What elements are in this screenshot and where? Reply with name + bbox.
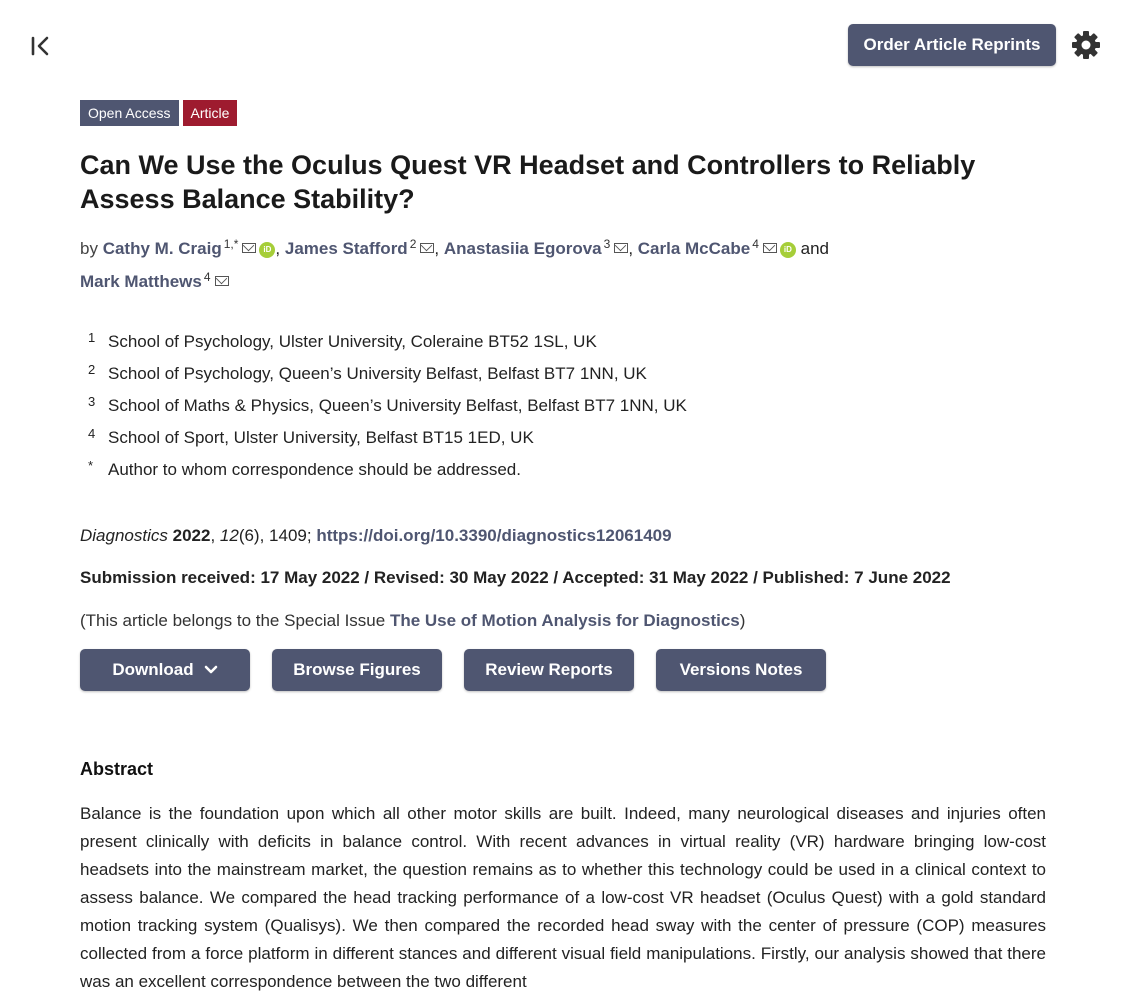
affiliation-number: 2 bbox=[88, 362, 96, 377]
affiliation-item bbox=[80, 326, 1048, 358]
versions-notes-button[interactable]: Versions Notes bbox=[656, 649, 826, 691]
email-icon[interactable] bbox=[420, 243, 434, 253]
affiliation-list bbox=[80, 326, 1048, 486]
affiliation-text: School of Psychology, Ulster University, Coleraine BT52 1SL, UK bbox=[108, 332, 597, 351]
orcid-icon[interactable]: iD bbox=[780, 242, 796, 258]
affiliation-number: 1 bbox=[88, 330, 96, 345]
affiliation-text: School of Psychology, Queen’s University Belfast, Belfast BT7 1NN, UK bbox=[108, 364, 647, 383]
article-title: Can We Use the Oculus Quest VR Headset and Controllers to Reliably Assess Balance Stability? bbox=[80, 150, 976, 214]
and-label: and bbox=[800, 239, 829, 258]
author-name[interactable]: Carla McCabe bbox=[637, 239, 751, 258]
open-access-badge: Open Access bbox=[80, 100, 179, 126]
abstract-heading: Abstract bbox=[80, 759, 154, 779]
citation-issue: (6) bbox=[238, 526, 260, 545]
top-bar bbox=[0, 0, 1132, 90]
citation-pages: , 1409; bbox=[259, 526, 317, 545]
author-affiliation-sup: 2 bbox=[409, 237, 417, 251]
email-icon[interactable] bbox=[614, 243, 628, 253]
article-badges bbox=[80, 100, 1048, 126]
publication-history: Submission received: 17 May 2022 / Revised: 30 May 2022 / Accepted: 31 May 2022 / Published: 7 June 2022 bbox=[80, 568, 951, 587]
author-affiliation-sup: 4 bbox=[752, 237, 759, 251]
special-issue-suffix: ) bbox=[739, 611, 746, 630]
author-name[interactable]: James Stafford bbox=[284, 239, 408, 258]
affiliation-text: Author to whom correspondence should be addressed. bbox=[108, 460, 521, 479]
affiliation-number: 3 bbox=[88, 394, 96, 409]
author-name[interactable]: Anastasiia Egorova bbox=[443, 239, 602, 258]
affiliation-item bbox=[80, 390, 1048, 422]
chevron-down-icon bbox=[204, 665, 218, 675]
special-issue-link[interactable]: The Use of Motion Analysis for Diagnostics bbox=[389, 611, 740, 630]
affiliation-text: School of Maths & Physics, Queen’s University Belfast, Belfast BT7 1NN, UK bbox=[108, 396, 687, 415]
browse-figures-button[interactable]: Browse Figures bbox=[272, 649, 442, 691]
doi-link[interactable]: https://doi.org/10.3390/diagnostics12061409 bbox=[316, 526, 672, 545]
by-label: by bbox=[80, 239, 98, 258]
download-label: Download bbox=[112, 660, 194, 679]
download-button[interactable] bbox=[80, 649, 250, 691]
email-icon[interactable] bbox=[215, 276, 229, 286]
special-issue-prefix: (This article belongs to the Special Issue bbox=[80, 611, 390, 630]
email-icon[interactable] bbox=[763, 243, 777, 253]
gear-icon[interactable] bbox=[1070, 29, 1102, 61]
email-icon[interactable] bbox=[242, 243, 256, 253]
abstract-text: Balance is the foundation upon which all other motor skills are built. Indeed, many neurological diseases and injuries often present clinically with deficits in balance control. With recent advances in virtual reality (VR) hardware bringing low-cost headsets into the mainstream market, the question remains as to whether this technology could be used in a clinical context to assess balance. We compared the head tracking performance of a low-cost VR headset (Oculus Quest) with a gold standard motion tracking system (Qualisys). We then compared the recorded head sway with the center of pressure (COP) measures collected from a force platform in different stances and different visual field manipulations. Firstly, our analysis showed that there was an excellent correspondence between the two different bbox=[80, 804, 1046, 991]
citation-year: 2022 bbox=[172, 526, 211, 545]
article-content bbox=[80, 100, 1048, 996]
author-name[interactable]: Cathy M. Craig bbox=[102, 239, 222, 258]
collapse-sidebar-icon[interactable] bbox=[28, 33, 54, 59]
affiliation-item bbox=[80, 358, 1048, 390]
author-affiliation-sup: 3 bbox=[603, 237, 611, 251]
review-reports-button[interactable]: Review Reports bbox=[464, 649, 634, 691]
affiliation-number: * bbox=[88, 458, 94, 473]
article-type-badge: Article bbox=[183, 100, 238, 126]
affiliation-item bbox=[80, 454, 1048, 486]
author-affiliation-sup: 4 bbox=[203, 270, 211, 284]
affiliation-number: 4 bbox=[88, 426, 96, 441]
citation-volume: 12 bbox=[219, 526, 239, 545]
affiliation-item bbox=[80, 422, 1048, 454]
order-reprints-button[interactable]: Order Article Reprints bbox=[848, 24, 1056, 66]
article-actions bbox=[80, 649, 1048, 691]
author-name[interactable]: Mark Matthews bbox=[80, 272, 202, 291]
special-issue-note bbox=[80, 609, 1048, 633]
citation: Diagnostics 2022, 12(6), 1409; https://doi.org/10.3390/diagnostics12061409 bbox=[80, 526, 672, 545]
journal-name: Diagnostics bbox=[80, 526, 168, 545]
affiliation-text: School of Sport, Ulster University, Belfast BT15 1ED, UK bbox=[108, 428, 534, 447]
author-list: by Cathy M. Craig $^{1,*}$ iD , James Stafford $^2$ , Anastasiia Egorova $^3$ , Carla McCabe $^4$ iD and Mark Matthews $^4$ bbox=[80, 237, 829, 291]
orcid-icon[interactable]: iD bbox=[259, 242, 275, 258]
author-affiliation-sup: 1,* bbox=[223, 237, 239, 251]
